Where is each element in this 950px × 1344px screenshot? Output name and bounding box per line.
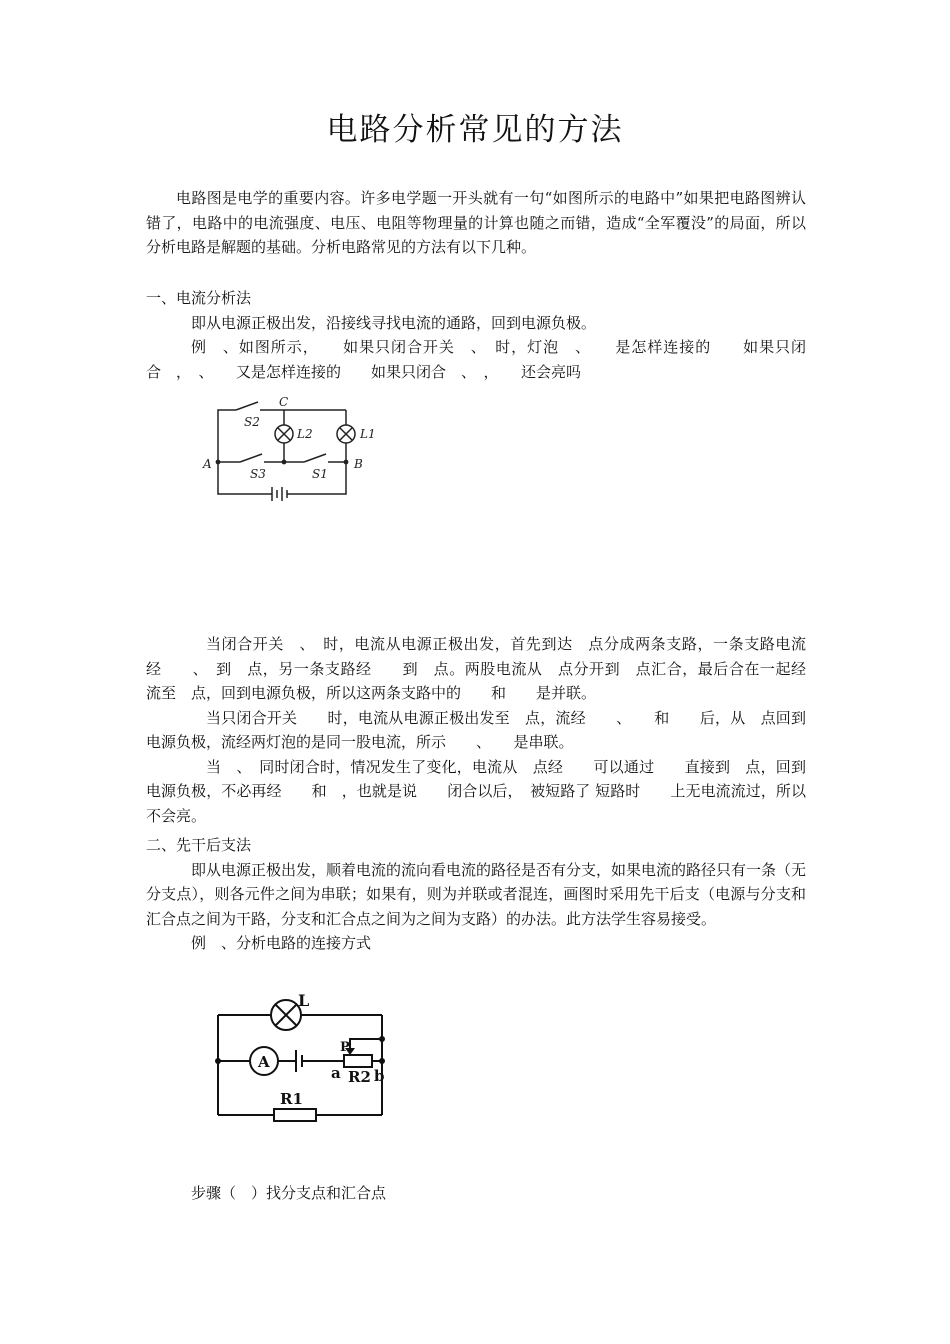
switch-s2-blade xyxy=(236,402,258,410)
section2-heading: 二、先干后支法 xyxy=(146,836,252,854)
analysis-paragraph-1: 当闭合开关 、 时，电流从电源正极出发，首先到达 点分成两条支路，一条支路电流经 、 到 点，另一条支路经 到 点。两股电流从 点分开到 点汇合，最后合在一起经 流至 点，回到电源负极，所以这两条支路中的 和 是并联。 xyxy=(146,635,822,702)
rheostat-r2-icon xyxy=(344,1055,372,1067)
switch-s1-blade xyxy=(304,454,326,462)
wire-left-top xyxy=(218,410,236,462)
section1-block xyxy=(146,286,806,384)
label-ammeter: A xyxy=(258,1053,270,1071)
label-b: B xyxy=(354,457,363,471)
intro-paragraph: 电路图是电学的重要内容。许多电学题一开头就有一句“如图所示的电路中”如果把电路图辨认错了，电路中的电流强度、电压、电阻等物理量的计算也随之而错，造成“全军覆没”的局面，所以分析电路是解题的基础。分析电路常见的方法有以下几种。 xyxy=(146,189,806,256)
label-r2: R2 xyxy=(348,1068,371,1086)
label-a: A xyxy=(203,457,212,471)
section2-description: 即从电源正极出发，顺着电流的流向看电流的路径是否有分支，如果电流的路径只有一条（无分支点），则各元件之间为串联；如果有，则为并联或者混连，画图时采用先干后支（电源与分支和汇合点之间为干路，分支和汇合点之间为之间为支路）的办法。此方法学生容易接受。 xyxy=(146,860,807,928)
label-l1: L1 xyxy=(360,427,376,441)
page-title: 电路分析常见的方法 xyxy=(326,112,624,148)
circuit-figure-1 xyxy=(200,390,380,505)
section2-example: 例 、分析电路的连接方式 xyxy=(191,934,372,952)
label-r1: R1 xyxy=(280,1090,303,1108)
label-a-terminal: a xyxy=(331,1064,341,1082)
section1-description: 即从电源正极出发，沿接线寻找电流的通路，回到电源负极。 xyxy=(191,313,597,332)
label-l: L xyxy=(298,991,310,1010)
circuit-figure-2 xyxy=(210,990,400,1120)
resistor-r1-icon xyxy=(274,1109,316,1121)
slider-wire xyxy=(350,1039,382,1048)
section2-block xyxy=(146,833,806,956)
analysis-paragraph-2: 当只闭合开关 时，电流从电源正极出发至 点，流经 、 和 后，从 点回到电源负极，流经两灯泡的是同一股电流，所示 、 是串联。 xyxy=(146,708,806,751)
intro-block xyxy=(146,186,806,260)
switch-s3-blade xyxy=(240,454,262,462)
label-b-terminal: b xyxy=(374,1067,385,1085)
label-s3: S3 xyxy=(250,467,266,481)
analysis-paragraph-3: 当 、 同时闭合时，情况发生了变化，电流从 点经 可以通过 直接到 点，回到电源负极，不必再经 和 ，也就是说 闭合以后， 被短路了 短路时 上无电流流过，所以 不会亮。 xyxy=(146,757,837,825)
label-p: P xyxy=(340,1040,350,1055)
step-text: 步骤（ ）找分支点和汇合点 xyxy=(191,1184,387,1202)
label-l2: L2 xyxy=(297,427,313,441)
section1-heading: 一、电流分析法 xyxy=(146,289,252,307)
step-block xyxy=(146,1181,806,1206)
label-c: C xyxy=(279,395,289,409)
label-s2: S2 xyxy=(244,415,260,429)
section1-analysis-block xyxy=(146,632,837,828)
label-s1: S1 xyxy=(312,467,328,481)
section1-example: 例 、如图所示， 如果只闭合开关 、 时，灯泡 、 是怎样连接的 如果只闭合 ， 、 又是怎样连接的 如果只闭合 、 ， 还会亮吗 xyxy=(146,338,806,381)
